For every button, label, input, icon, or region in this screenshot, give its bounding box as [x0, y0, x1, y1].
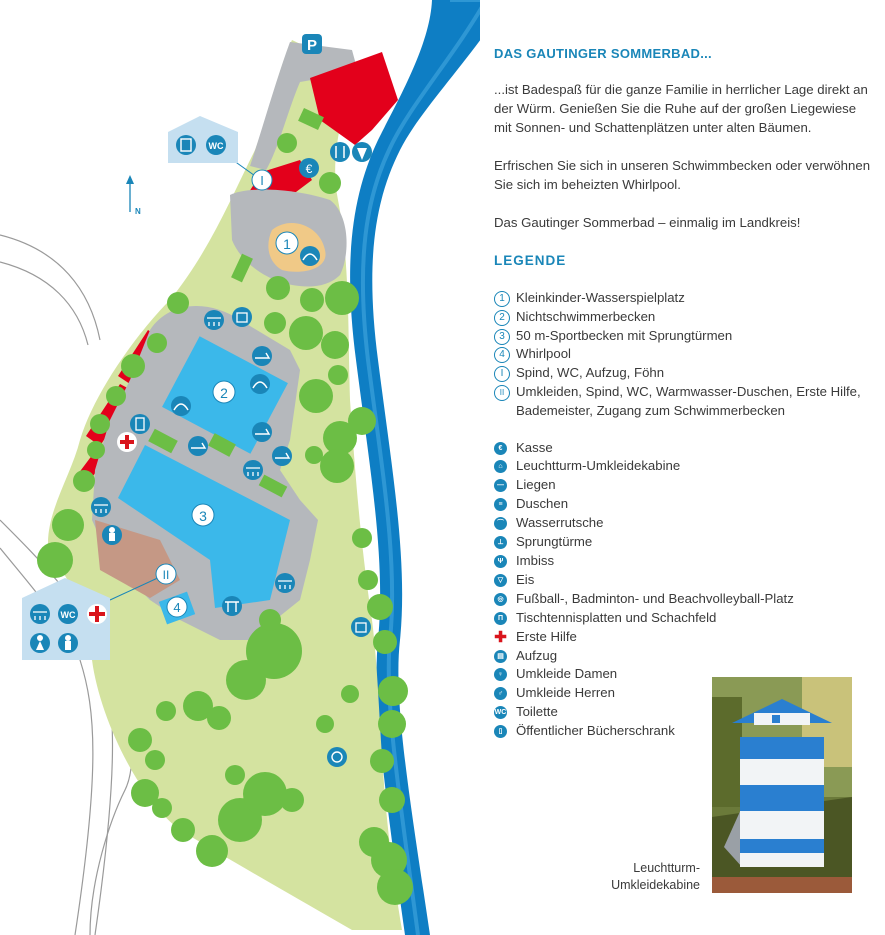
first-aid-icon [117, 432, 137, 452]
legend-item [494, 327, 874, 346]
book-cabinet-icon [130, 414, 150, 434]
lounger-icon [252, 346, 272, 366]
elevator-icon: ▤ [494, 650, 507, 663]
legend-item [494, 514, 874, 533]
info-panel [494, 44, 874, 741]
legend-label: Fußball-, Badminton- und Beachvolleyball-Platz [516, 590, 794, 606]
ball-sports-icon [327, 747, 347, 767]
shower-icon [204, 310, 224, 330]
legend-label: Umkleiden, Spind, WC, Warmwasser-Duschen, Erste Hilfe, Bademeister, Zugang zum Schwimmerbecken [516, 383, 861, 418]
legend-item [494, 571, 874, 590]
slide-icon [300, 246, 320, 266]
lighthouse-cabin-icon: ⌂ [494, 460, 507, 473]
table-tennis-icon: Π [494, 612, 507, 625]
cash-icon [299, 158, 319, 178]
legend-label: Nichtschwimmerbecken [516, 308, 656, 324]
slide-icon: ⌒ [494, 517, 507, 530]
toilet-icon: WC [494, 706, 507, 719]
intro-paragraph: ...ist Badespaß für die ganze Familie in herrlicher Lage direkt an der Würm. Genießen Sie die Ruhe auf der großen Liegewiese mit Sonnen- und Schattenplätzen unter alten Bäumen. [494, 82, 868, 135]
legend-number: 1 [494, 291, 510, 307]
legend-label: Öffentlicher Bücherschrank [516, 723, 675, 739]
legend-item [494, 308, 874, 327]
legend-label: Toilette [516, 704, 558, 720]
legend-label: Wasserrutsche [516, 515, 604, 531]
svg-text:1: 1 [283, 236, 291, 252]
legend-item [494, 457, 874, 476]
legend-label: Erste Hilfe [516, 628, 577, 644]
legend-label: Spind, WC, Aufzug, Föhn [516, 365, 665, 381]
svg-text:€: € [305, 162, 313, 176]
ice-cream-icon: ▽ [494, 574, 507, 587]
legend-item [494, 383, 874, 421]
svg-text:WC: WC [60, 610, 76, 620]
legend-item [494, 533, 874, 552]
lounger-icon [252, 422, 272, 442]
legend-item [494, 552, 874, 571]
legend-label: Imbiss [516, 553, 555, 569]
photo-caption [590, 860, 700, 894]
legend-item [494, 628, 874, 647]
legend-item [494, 289, 874, 308]
legend-number: 3 [494, 329, 510, 345]
book-cabinet-icon: ▯ [494, 725, 507, 738]
legend-number: I [494, 366, 510, 382]
changing-men-icon [102, 525, 122, 545]
lighthouse-cabin-icon [351, 617, 371, 637]
lounger-icon: — [494, 479, 507, 492]
legend-label: Eis [516, 571, 535, 587]
intro-paragraph: Das Gautinger Sommerbad – einmalig im Landkreis! [494, 215, 801, 230]
legend-label: Kasse [516, 439, 553, 455]
lighthouse-cabin-photo [712, 677, 852, 893]
ice-cream-icon [352, 142, 372, 162]
diving-tower-icon: ⊥ [494, 536, 507, 549]
intro-paragraph: Erfrischen Sie sich in unseren Schwimmbecken oder verwöhnen Sie sich im beheizten Whirlpool. [494, 158, 871, 192]
svg-text:WC: WC [208, 141, 224, 151]
svg-text:2: 2 [220, 385, 228, 401]
first-aid-icon: ✚ [494, 628, 507, 646]
legend-item [494, 439, 874, 458]
legend-number: II [494, 385, 510, 401]
ball-sports-icon: ◎ [494, 593, 507, 606]
photo-caption-line: Umkleidekabine [611, 878, 700, 892]
slide-icon [250, 374, 270, 394]
legend-label: Kleinkinder-Wasserspielplatz [516, 290, 685, 305]
legend-label: Duschen [516, 496, 569, 512]
shower-icon [91, 497, 111, 517]
shower-icon [275, 573, 295, 593]
changing-women-icon: ♀ [494, 668, 507, 681]
diving-tower-icon [222, 596, 242, 616]
legend-number: 4 [494, 347, 510, 363]
legend-label: Umkleide Herren [516, 685, 615, 701]
legend-label: Leuchtturm-Umkleidekabine [516, 458, 681, 474]
photo-caption-line: Leuchtturm- [633, 861, 700, 875]
legend-title: LEGENDE [494, 253, 567, 268]
svg-text:N: N [135, 207, 141, 216]
legend-item [494, 345, 874, 364]
legend-label: Umkleide Damen [516, 666, 618, 682]
legend-label: Tischtennisplatten und Schachfeld [516, 609, 717, 625]
info-box-building-1 [168, 116, 238, 163]
north-arrow [126, 175, 141, 216]
lounger-icon [272, 446, 292, 466]
cash-icon: € [494, 442, 507, 455]
legend-number: 2 [494, 310, 510, 326]
parking-sign [302, 34, 322, 54]
svg-text:3: 3 [199, 508, 207, 524]
shower-icon: ≡ [494, 498, 507, 511]
svg-text:II: II [162, 568, 170, 582]
svg-text:P: P [306, 37, 318, 54]
svg-text:I: I [260, 173, 264, 188]
legend-label: Sprungtürme [516, 534, 593, 550]
legend-item [494, 364, 874, 383]
legend-label: Whirlpool [516, 346, 571, 362]
page-title: DAS GAUTINGER SOMMERBAD... [494, 46, 712, 61]
numbered-legend [494, 289, 874, 421]
legend-label: 50 m-Sportbecken mit Sprungtürmen [516, 327, 733, 343]
svg-text:4: 4 [173, 600, 181, 615]
legend-item [494, 609, 874, 628]
shower-icon [243, 460, 263, 480]
legend-item [494, 647, 874, 666]
snack-icon [330, 142, 350, 162]
lighthouse-cabin-icon [232, 307, 252, 327]
snack-icon: Ψ [494, 555, 507, 568]
legend-item [494, 476, 874, 495]
legend-item [494, 495, 874, 514]
legend-item [494, 590, 874, 609]
legend-label: Aufzug [516, 647, 558, 663]
lounger-icon [188, 436, 208, 456]
legend-label: Liegen [516, 477, 556, 493]
slide-icon [171, 396, 191, 416]
intro-text [494, 80, 874, 232]
changing-men-icon: ♂ [494, 687, 507, 700]
